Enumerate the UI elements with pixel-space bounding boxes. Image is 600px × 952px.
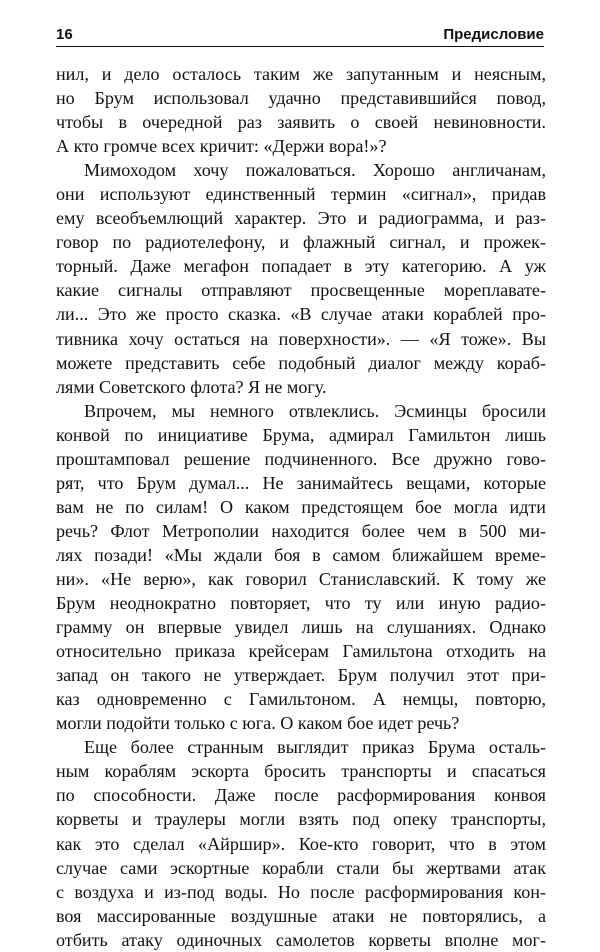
text-line: лями Советского флота? Я не могу. bbox=[56, 376, 327, 397]
text-line: как это сделал «Айршир». Кое-кто говорит, что в этом bbox=[56, 833, 546, 854]
header-rule bbox=[56, 46, 544, 47]
page-number: 16 bbox=[56, 26, 73, 43]
text-line: говор по радиотелефону, и флажный сигнал, и прожек- bbox=[56, 232, 546, 253]
paragraph-2 bbox=[56, 158, 546, 398]
text-line: какие сигналы отправляют просвещенные мореплавате- bbox=[56, 280, 546, 301]
text-line: речь? Флот Метрополии находится более чем в 500 ми- bbox=[56, 520, 546, 541]
text-line: торный. Даже мегафон попадает в эту категорию. А уж bbox=[56, 256, 546, 277]
text-line: с воздуха и из-под воды. Но после расформирования кон- bbox=[56, 881, 546, 902]
section-title: Предисловие bbox=[443, 26, 544, 43]
body-text bbox=[56, 62, 546, 952]
text-line: но Брум использовал удачно представившийся повод, bbox=[56, 88, 546, 109]
text-line: нил, и дело осталось таким же запутанным и неясным, bbox=[56, 64, 546, 84]
running-header bbox=[56, 22, 544, 44]
text-line: Впрочем, мы немного отвлеклись. Эсминцы бросили bbox=[84, 400, 546, 421]
text-line: Еще более странным выглядит приказ Брума осталь- bbox=[84, 737, 546, 758]
text-line: запад он такого не утверждает. Брум получил этот при- bbox=[56, 665, 546, 686]
text-line: могли подойти только с юга. О каком бое идет речь? bbox=[56, 713, 460, 734]
text-line: относительно приказа крейсерам Гамильтона отходить на bbox=[56, 641, 546, 662]
text-line: ни». «Не верю», как говорил Станиславский. К тому же bbox=[56, 568, 546, 589]
paragraph-3 bbox=[56, 399, 546, 736]
text-line: вам не по силам! О каком предстоящем бое могла идти bbox=[56, 496, 546, 517]
text-line: можете представить себе подобный диалог между кораб- bbox=[56, 352, 546, 373]
text-line: Брум неоднократно повторяет, что ту или иную радио- bbox=[56, 593, 546, 614]
text-line: грамму он впервые увидел лишь на слушаниях. Однако bbox=[56, 617, 546, 638]
text-line: рят, что Брум думал... Не занимайтесь вещами, которые bbox=[56, 472, 546, 493]
text-line: А кто громче всех кричит: «Держи вора!»? bbox=[56, 136, 387, 157]
text-line: корветы и траулеры могли взять под опеку транспорты, bbox=[56, 809, 546, 830]
text-line: чтобы в очередной раз заявить о своей невиновности. bbox=[56, 112, 546, 133]
paragraph-4 bbox=[56, 735, 546, 951]
text-line: ему всеобъемлющий характер. Это и радиограмма, и раз- bbox=[56, 208, 546, 229]
text-line: отбить атаку одиночных самолетов корветы вполне мог- bbox=[56, 929, 546, 950]
text-line: случае сами эскортные корабли стали бы жертвами атак bbox=[56, 857, 546, 878]
text-line: ли... Это же просто сказка. «В случае атаки кораблей про- bbox=[56, 304, 546, 325]
paragraph-1 bbox=[56, 62, 546, 158]
text-line: лях позади! «Мы ждали боя в самом ближайшем време- bbox=[56, 544, 546, 565]
text-line: конвой по инициативе Брума, адмирал Гамильтон лишь bbox=[56, 424, 546, 445]
text-line: Мимоходом хочу пожаловаться. Хорошо англичанам, bbox=[84, 160, 546, 181]
text-line: проштамповал решение подчиненного. Все дружно гово- bbox=[56, 448, 546, 469]
text-line: ным кораблям эскорта бросить транспорты и спасаться bbox=[56, 761, 546, 782]
text-line: они используют единственный термин «сигнал», придав bbox=[56, 184, 546, 205]
text-line: каз одновременно с Гамильтоном. А немцы, повторю, bbox=[56, 689, 546, 710]
text-line: тивника хочу остаться на поверхности». — «Я тоже». Вы bbox=[56, 328, 546, 349]
text-line: воя массированные воздушные атаки не повторялись, а bbox=[56, 905, 546, 926]
text-line: по способности. Даже после расформирования конвоя bbox=[56, 785, 546, 806]
